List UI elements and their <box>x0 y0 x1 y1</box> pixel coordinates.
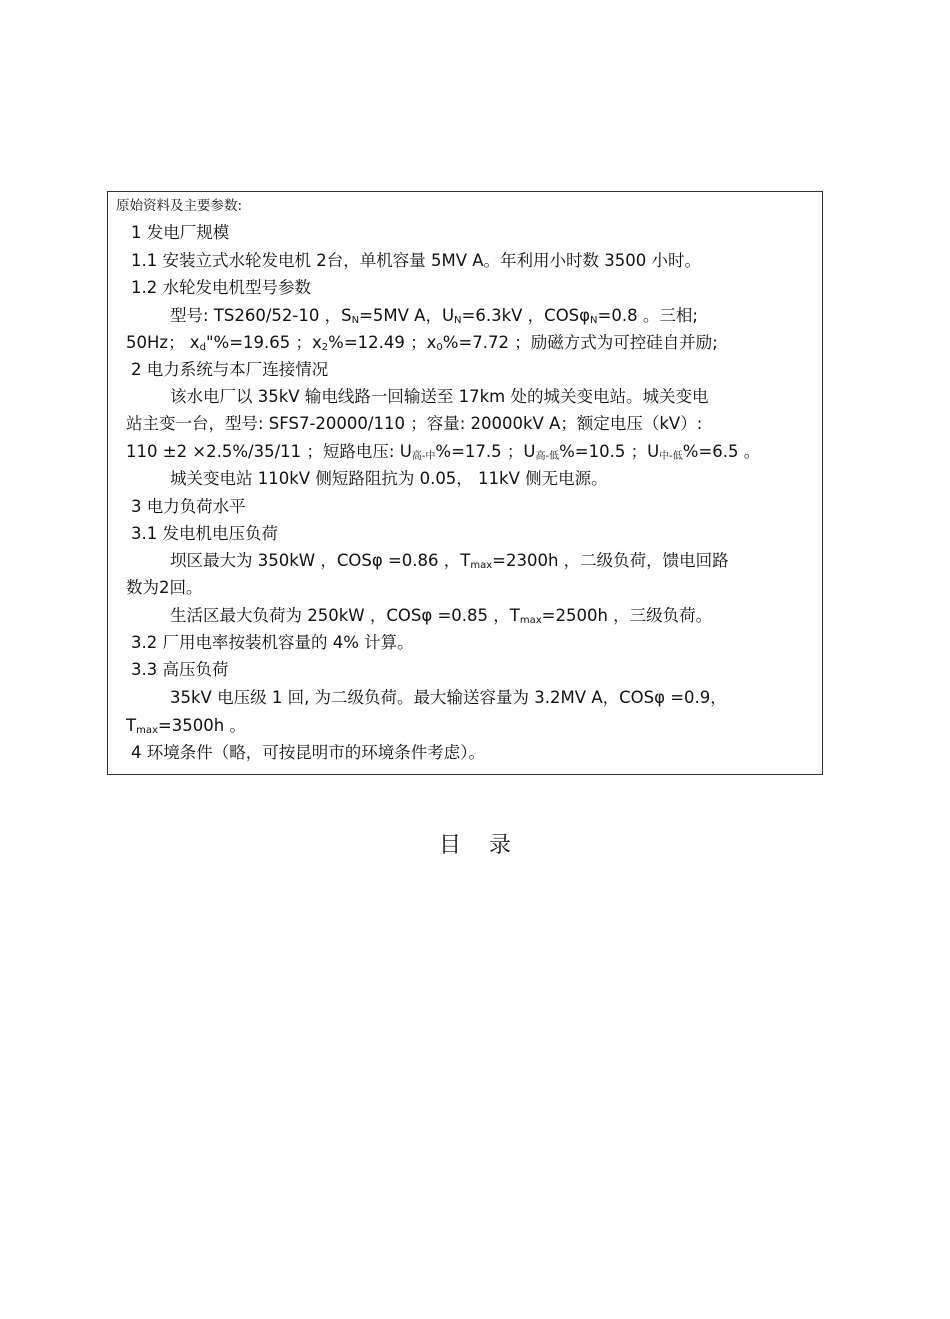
high-voltage-load-line: 35kV 电压级 1 回, 为二级负荷。最大输送容量为 3.2MV A，COSφ =0.9， <box>170 688 727 707</box>
generator-reactance-line: 50Hz； $x_d"\%=19.65$ ；$x_2\%=12.49$ ；$x_0\%=7.72$ ；励磁方式为可控硅自并励; <box>126 333 718 353</box>
section-2-text-4: 城关变电站 110kV 侧短路阻抗为 0.05， 11kV 侧无电源。 <box>170 469 608 488</box>
living-area-load-line: 生活区最大负荷为 250kW ，COSφ =0.85 ，$T_{max}=2500h$ ，三级负荷。 <box>170 606 713 626</box>
section-1-2-heading: 1.2 水轮发电机型号参数 <box>131 278 311 297</box>
section-2-text-3: 110 ±2 ×2.5%/35/11 ；短路电压: $U_{高-中}\%=17.5$ ；$U_{高-低}\%=10.5$ ；$U_{中-低}\%=6.5$ 。 <box>126 442 761 462</box>
generator-model-line: 型号: TS260/52-10 ，$S_N=5MV$ A，$U_N=6.3kV$ ，COSφ$_N$=0.8 。三相; <box>170 306 698 326</box>
dam-area-load-line: 坝区最大为 350kW ，COSφ =0.86 ，$T_{max}=2300h$ ，二级负荷，馈电回路 <box>170 551 729 571</box>
section-2-text-1: 该水电厂以 35kV 输电线路一回输送至 17km 处的城关变电站。城关变电 <box>170 387 709 406</box>
section-2-text-2: 站主变一台，型号: SFS7-20000/110 ；容量: 20000kV A；额定电压（kV）: <box>126 414 703 433</box>
section-2-heading: 2 电力系统与本厂连接情况 <box>131 360 329 379</box>
section-4-text: 4 环境条件（略，可按昆明市的环境条件考虑）。 <box>131 743 485 762</box>
section-1-1-text: 1.1 安装立式水轮发电机 2台，单机容量 5MV A。年利用小时数 3500 小时。 <box>131 251 702 270</box>
section-3-1-heading: 3.1 发电机电压负荷 <box>131 524 278 543</box>
box-header: 原始资料及主要参数: <box>116 198 243 214</box>
section-3-3-heading: 3.3 高压负荷 <box>131 660 229 679</box>
toc-title: 目录 <box>438 833 539 858</box>
section-3-2-text: 3.2 厂用电率按装机容量的 4% 计算。 <box>131 633 414 652</box>
section-3-heading: 3 电力负荷水平 <box>131 497 246 516</box>
section-1-heading: 1 发电厂规模 <box>131 223 230 242</box>
tmax-line: $T_{max}=3500h$ 。 <box>126 716 246 736</box>
feeder-count-line: 数为2回。 <box>126 578 203 597</box>
